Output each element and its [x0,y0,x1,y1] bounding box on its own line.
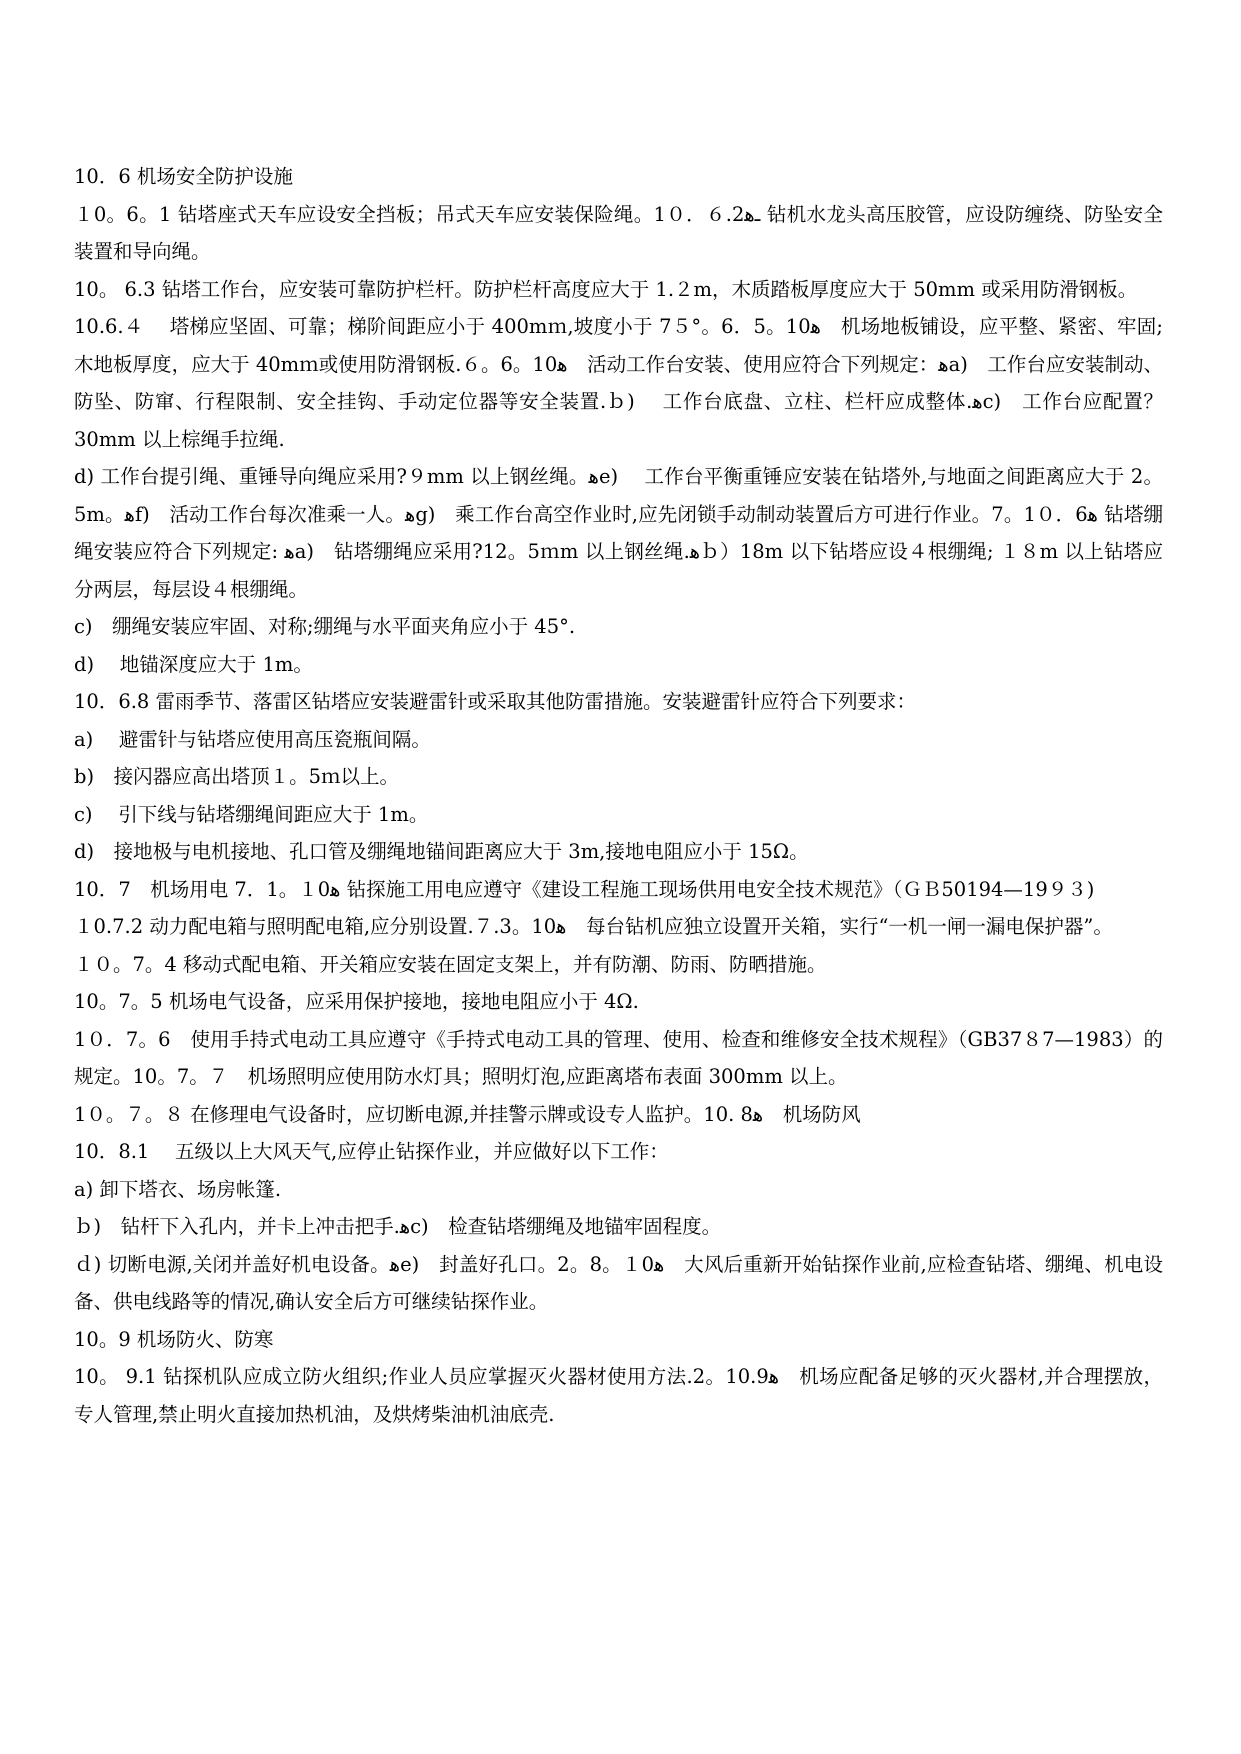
list-item: ｄ) 切断电源,关闭并盖好机电设备。ﻫe) 封盖好孔口。2。8。１0ﻫ 大风后重新开始钻探作业前,应检查钻塔、绷绳、机电设备、供电线路等的情况,确认安全后方可继续钻探作业。 [74,1252,1164,1313]
section-heading-10-9: 10。9 机场防火、防寒 [74,1327,274,1351]
list-item: a) 卸下塔衣、场房帐篷. [74,1177,282,1201]
paragraph: 10．6.8 雷雨季节、落雷区钻塔应安装避雷针或采取其他防雷措施。安装避雷针应符合下列要求： [74,690,917,713]
paragraph: 1０。７。８ 在修理电气设备时，应切断电源,并挂警示牌或设专人监护。10. 8ﻫ 机场防风 [74,1102,861,1126]
paragraph: １0。6。1 钻塔座式天车应设安全挡板；吊式天车应安装保险绳。1０．６.2ـﻫ 钻机水龙头高压胶管，应设防缠绕、防坠安全装置和导向绳。 [74,202,1164,263]
list-item: a) 避雷针与钻塔应使用高压瓷瓶间隔。 [74,727,431,751]
list-item: c) 绷绳安装应牢固、对称;绷绳与水平面夹角应小于 45°. [74,615,576,638]
paragraph: 10。7。5 机场电气设备，应采用保护接地，接地电阻应小于 4Ω. [74,990,639,1013]
section-heading-10-7: 10．7 机场用电 7．1。１0ﻫ 钻探施工用电应遵守《建设工程施工现场供用电安全技术规范》（ＧＢ50194—19９３) [74,877,1095,901]
paragraph: 10。 9.1 钻探机队应成立防火组织;作业人员应掌握灭火器材使用方法.2。10.9ﻫ 机场应配备足够的灭火器材,并合理摆放，专人管理,禁止明火直接加热机油，及烘烤柴油机油底壳. [74,1365,1163,1426]
paragraph: 10。 6.3 钻塔工作台，应安装可靠防护栏杆。防护栏杆高度应大于 1.２m，木质踏板厚度应大于 50mm 或采用防滑钢板。 [74,277,1138,301]
paragraph: １０。7。4 移动式配电箱、开关箱应安装在固定支架上，并有防潮、防雨、防晒措施。 [74,952,827,976]
list-item: b) 接闪器应高出塔顶１。5ｍ以上。 [74,765,399,788]
paragraph: 1０．7。6 使用手持式电动工具应遵守《手持式电动工具的管理、使用、检查和维修安全技术规程》（GB37８7—1983）的规定。10。7。７ 机场照明应使用防水灯具；照明灯泡,应距离塔布表面 300mm 以上。 [74,1027,1163,1088]
list-item: c) 引下线与钻塔绷绳间距应大于 1m。 [74,802,429,826]
list-item: d) 地锚深度应大于 1m。 [74,652,313,676]
paragraph: 10.6.４ 塔梯应坚固、可靠；梯阶间距应小于 400mｍ,坡度小于 7５°。6．5。10ﻫ 机场地板铺设，应平整、紧密、牢固;木地板厚度，应大于 40mｍ或使用防滑钢板.６。6。10ﻫ 活动工作台安装、使用应符合下列规定：ﻫa) 工作台应安装制动、防坠、防窜、行程限制、安全挂钩、手动定位器等安全装置.ｂ) 工作台底盘、立柱、栏杆应成整体.ﻫc) 工作台应配置？30mm 以上棕绳手拉绳. [74,315,1163,451]
paragraph: 10．8.1 五级以上大风天气,应停止钻探作业，并应做好以下工作： [74,1140,669,1163]
section-heading-10-6: 10．6 机场安全防护设施 [74,165,293,188]
paragraph: d) 工作台提引绳、重锤导向绳应采用?９mm 以上钢丝绳。ﻫe) 工作台平衡重锤应安装在钻塔外,与地面之间距离应大于 2。5m。ﻫf) 活动工作台每次准乘一人。ﻫg) 乘工作台高空作业时,应先闭锁手动制动装置后方可进行作业。7。1０．6ﻫ 钻塔绷绳安装应符合下列规定: ﻫa) 钻塔绷绳应采用?12。5ｍm 以上钢丝绳.ﻫｂ）18m 以下钻塔应设４根绷绳; １８m 以上钻塔应分两层，每层设４根绷绳。 [74,465,1164,601]
list-item: d) 接地极与电机接地、孔口管及绷绳地锚间距离应大于 3m,接地电阻应小于 15Ω。 [74,840,809,863]
paragraph: １0.7.2 动力配电箱与照明配电箱,应分别设置.７.3。10ﻫ 每台钻机应独立设置开关箱，实行“一机一闸一漏电保护器”。 [74,915,1113,938]
list-item: ｂ) 钻杆下入孔内，并卡上冲击把手.ﻫc) 检查钻塔绷绳及地锚牢固程度。 [74,1215,722,1238]
